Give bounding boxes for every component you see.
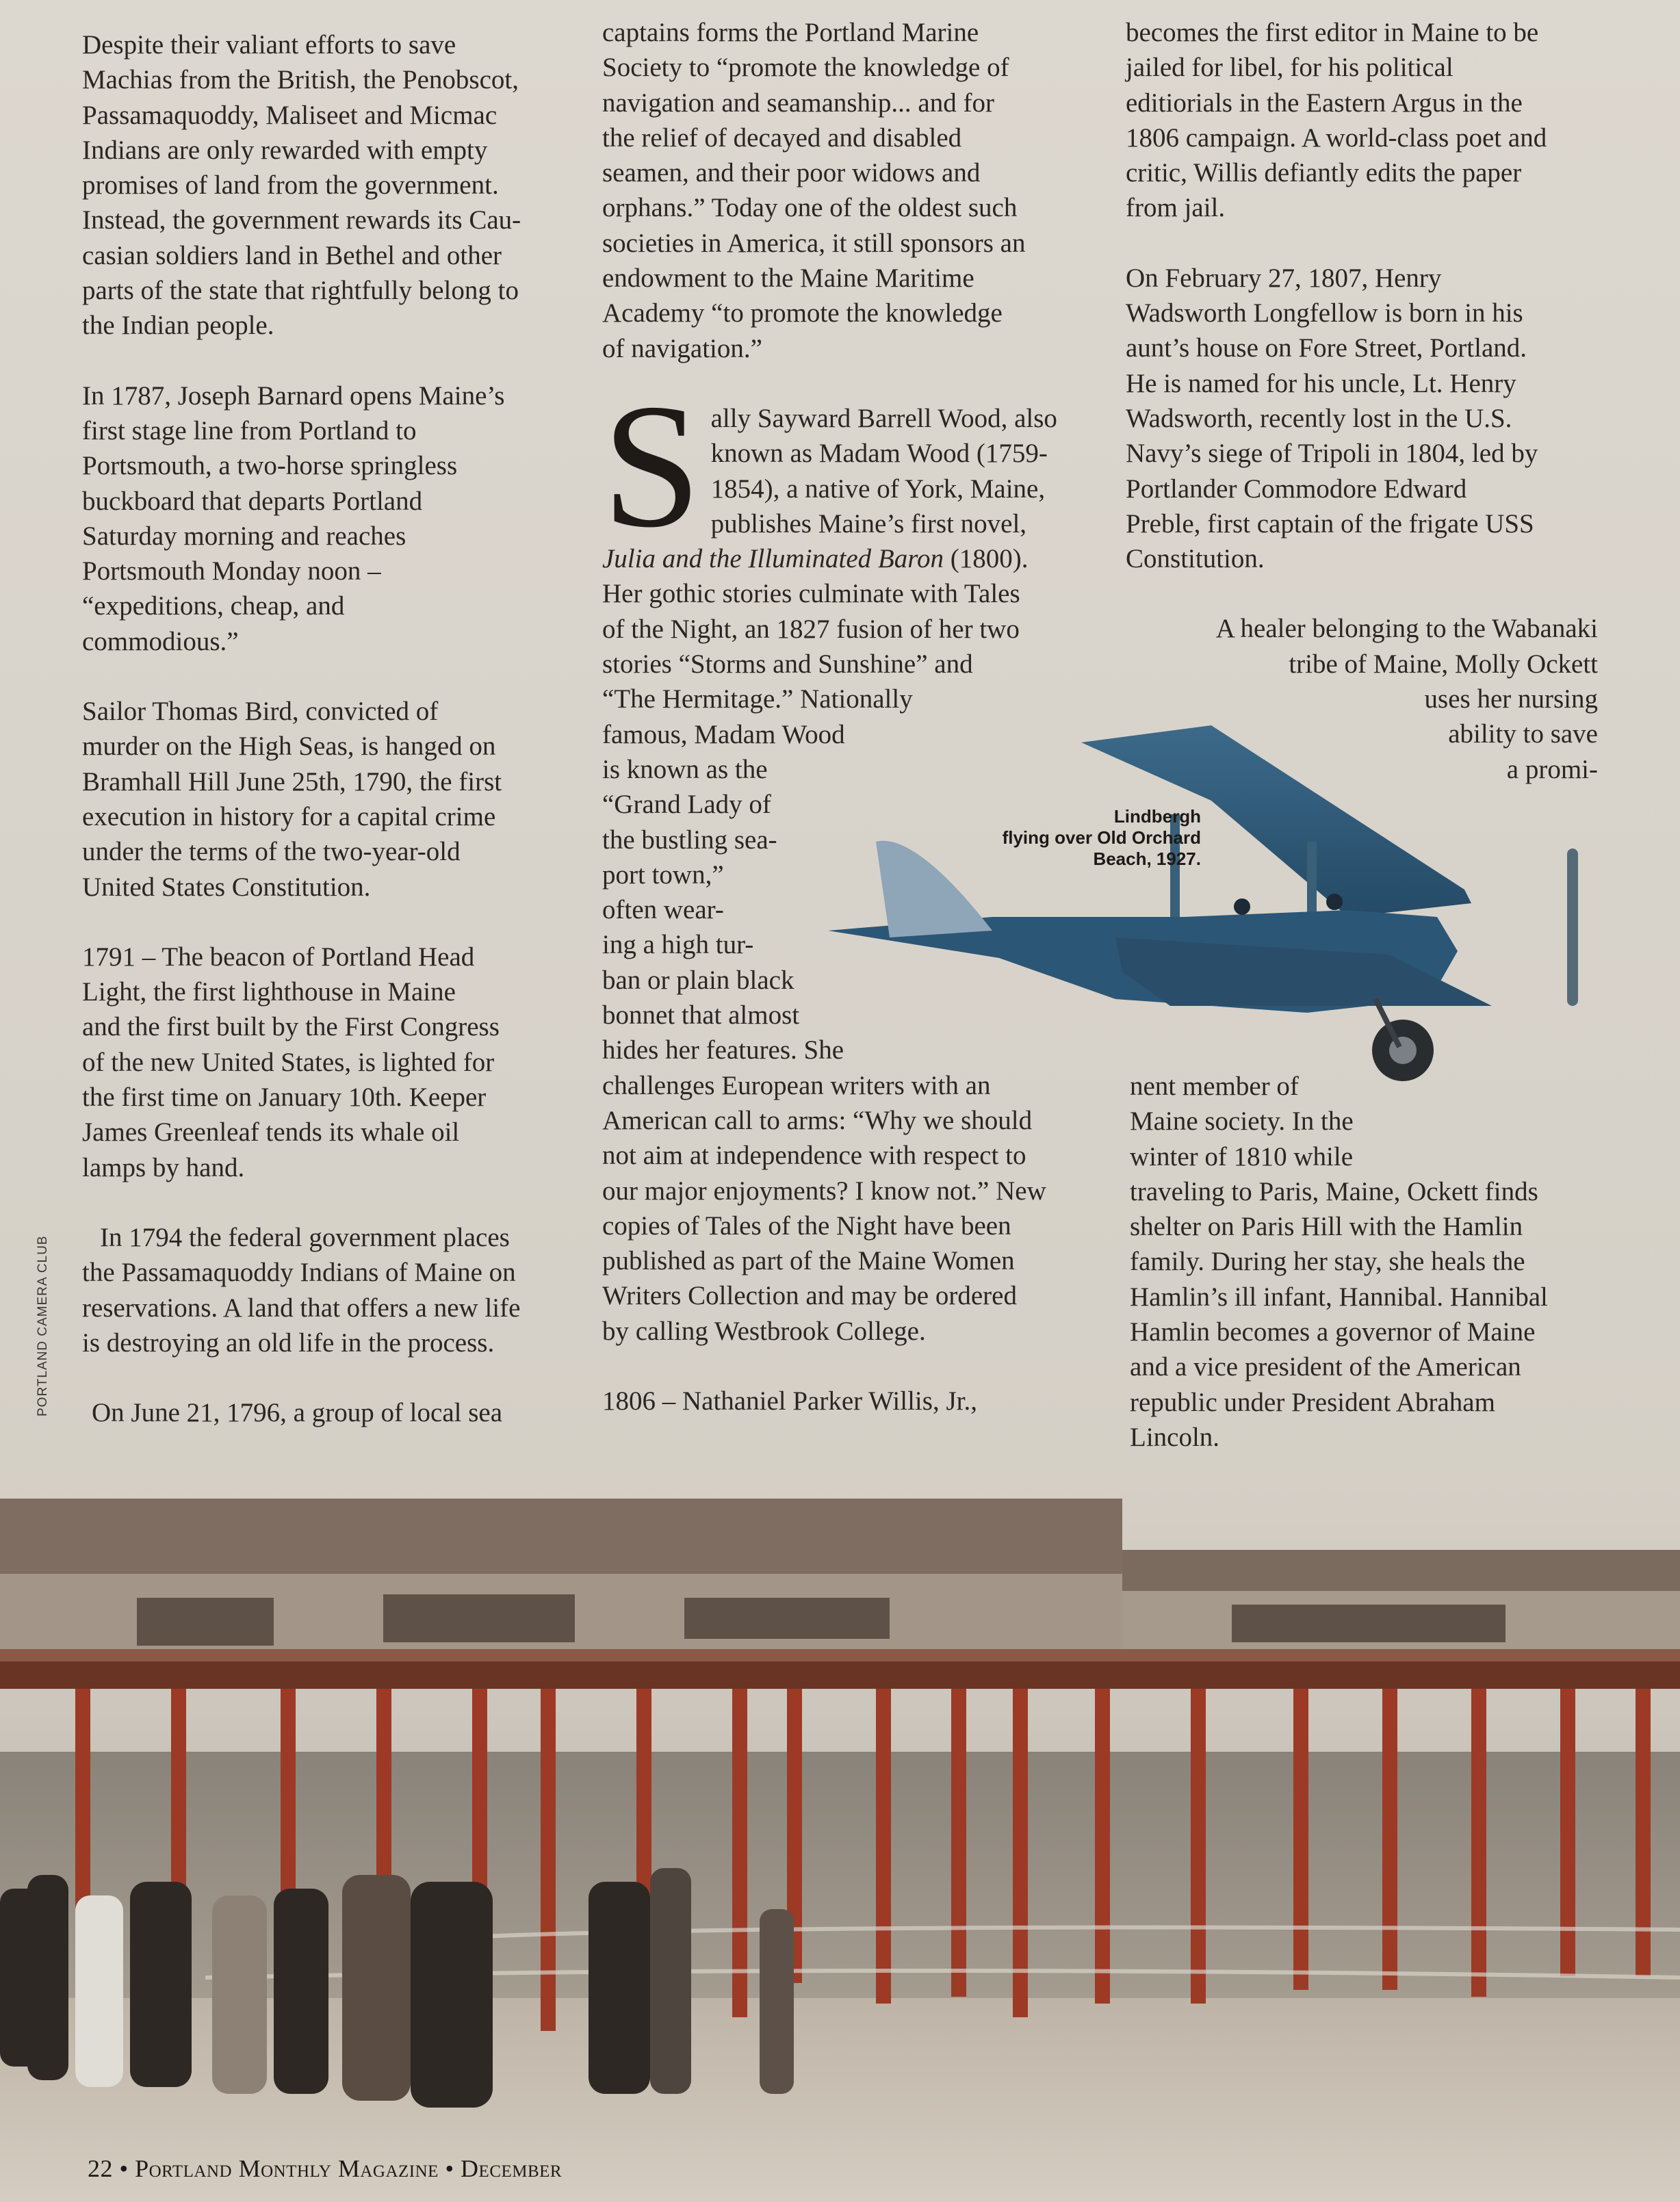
text-line: is destroying an old life in the process.	[82, 1327, 495, 1358]
cap-line: 1854), a native of York, Maine,	[710, 474, 1046, 504]
text-line: execution in history for a capital crime	[82, 801, 496, 831]
text-line: Light, the first lighthouse in Maine	[82, 977, 456, 1007]
text-line: Hamlin becomes a governor of Maine	[1130, 1317, 1536, 1347]
text-line: 1806 campaign. A world-class poet and	[1126, 122, 1547, 153]
caption-line: flying over Old Orchard	[1002, 827, 1201, 848]
caption-line: Beach, 1927.	[1093, 849, 1201, 869]
text-line: not aim at independence with respect to	[602, 1141, 1026, 1171]
text-line: republic under President Abraham	[1130, 1387, 1495, 1417]
text-line: “Grand Lady of	[602, 790, 771, 820]
text-line: of the Night, an 1827 fusion of her two	[602, 614, 1020, 644]
text-line: Academy “to promote the knowledge	[602, 298, 1003, 328]
text-line: On February 27, 1807, Henry	[1126, 263, 1442, 293]
text-line: reservations. A land that offers a new life	[82, 1293, 521, 1323]
column-1	[82, 27, 551, 1430]
col2-paragraph-3	[602, 1384, 1081, 1419]
novel-title: Julia and the Illuminated Baron	[602, 544, 944, 574]
text-line: Saturday morning and reaches	[82, 521, 406, 551]
text-line: captains forms the Portland Marine	[602, 18, 979, 47]
text-line: a promi-	[1506, 754, 1598, 784]
text-line: is known as the	[602, 754, 768, 784]
text-line: societies in America, it still sponsors an	[602, 228, 1026, 258]
text-line: Instead, the government rewards its Cau-	[82, 205, 521, 235]
text-line: uses her nursing	[1424, 684, 1598, 714]
col1-paragraph-2	[82, 378, 551, 659]
text-line: Her gothic stories culminate with Tales	[602, 579, 1020, 609]
text-line: the bustling sea-	[602, 825, 777, 855]
text-line: Bramhall Hill June 25th, 1790, the first	[82, 766, 502, 796]
text-line: and a vice president of the American	[1130, 1352, 1521, 1382]
text-line: Writers Collection and may be ordered	[602, 1281, 1017, 1311]
text-line: On June 21, 1796, a group of local sea	[92, 1398, 503, 1428]
text-line: promises of land from the government.	[82, 170, 499, 200]
text-line: Wadsworth, recently lost in the U.S.	[1126, 403, 1512, 433]
pier-photograph	[0, 1485, 1680, 2202]
cap-line: known as Madam Wood (1759-	[710, 439, 1048, 469]
text-line: the Passamaquoddy Indians of Maine on	[82, 1258, 516, 1288]
text-line: aunt’s house on Fore Street, Portland.	[1126, 333, 1527, 363]
caption-line: Lindbergh	[1113, 806, 1201, 827]
image-caption	[938, 806, 1201, 870]
text-line: becomes the first editor in Maine to be	[1126, 18, 1539, 47]
text-line: Maine society. In the	[1130, 1106, 1354, 1137]
text-line: James Greenleaf tends its whale oil	[82, 1117, 460, 1148]
text-line: the Indian people.	[82, 311, 274, 341]
col1-paragraph-1	[82, 27, 551, 344]
text-line: He is named for his uncle, Lt. Henry	[1126, 368, 1516, 398]
text-line: Indians are only rewarded with empty	[82, 135, 488, 165]
text-line: the relief of decayed and disabled	[602, 122, 962, 153]
col3-paragraph-3-bottom	[1126, 1069, 1598, 1455]
text-line: family. During her stay, she heals the	[1130, 1247, 1525, 1277]
cap-line: publishes Maine’s first novel,	[710, 508, 1027, 539]
text-line: parts of the state that rightfully belong to	[82, 276, 519, 306]
text-line: “The Hermitage.” Nationally	[602, 684, 913, 714]
text-line: Wadsworth Longfellow is born in his	[1126, 298, 1523, 328]
text-line: copies of Tales of the Night have been	[602, 1210, 1011, 1241]
text-line: In 1787, Joseph Barnard opens Maine’s	[82, 380, 505, 411]
text-line: Sailor Thomas Bird, convicted of	[82, 697, 439, 727]
text-line: ing a high tur-	[602, 930, 754, 960]
drop-cap: S	[602, 367, 701, 565]
photo-credit: PORTLAND CAMERA CLUB	[36, 1235, 50, 1416]
text-line: stories “Storms and Sunshine” and	[602, 649, 973, 679]
text-line: and the first built by the First Congress	[82, 1012, 500, 1042]
text-line: American call to arms: “Why we should	[602, 1105, 1033, 1135]
text-line: Navy’s siege of Tripoli in 1804, led by	[1126, 439, 1538, 469]
text-line: A healer belonging to the Wabanaki	[1215, 614, 1598, 644]
text-line: Lincoln.	[1130, 1422, 1220, 1452]
text-line: lamps by hand.	[82, 1152, 245, 1182]
text-line: navigation and seamanship... and for	[602, 88, 994, 118]
text-line: port town,”	[602, 859, 724, 890]
text-line: seamen, and their poor widows and	[602, 158, 981, 188]
col1-paragraph-3	[82, 694, 551, 905]
text-line: by calling Westbrook College.	[602, 1316, 926, 1346]
text-line: hides her features. She	[602, 1035, 844, 1065]
text-line: of navigation.”	[602, 333, 762, 363]
text-line: Despite their valiant efforts to save	[82, 30, 456, 60]
col2-dropcap-lines: ally Sayward Barrell Wood, also known as Madam Wood (1759- 1854), a native of York, Maine, publishes Maine’s first novel, Julia and the Illuminated Baron (1800).	[602, 403, 1057, 574]
text-line: Machias from the British, the Penobscot,	[82, 65, 519, 95]
text-line: shelter on Paris Hill with the Hamlin	[1130, 1212, 1523, 1242]
text-line: under the terms of the two-year-old	[82, 837, 461, 867]
text-line: famous, Madam Wood	[602, 719, 845, 749]
text-line: often wear-	[602, 895, 724, 925]
text-line: Portsmouth Monday noon –	[82, 556, 381, 586]
text-line: Preble, first captain of the frigate USS	[1126, 508, 1534, 539]
text-line: “expeditions, cheap, and	[82, 591, 345, 621]
text-line: editiorials in the Eastern Argus in the	[1126, 88, 1523, 118]
text-line: published as part of the Maine Women	[602, 1246, 1015, 1276]
page-footer: 22 • Portland Monthly Magazine • December	[88, 2155, 563, 2182]
text-line: jailed for libel, for his political	[1126, 53, 1453, 83]
col1-paragraph-4	[82, 940, 551, 1185]
col1-paragraph-6	[82, 1395, 551, 1430]
text-line: 1806 – Nathaniel Parker Willis, Jr.,	[602, 1386, 977, 1416]
col3-paragraph-1	[1126, 15, 1598, 226]
text-line: bonnet that almost	[602, 1000, 800, 1031]
text-line: nent member of	[1130, 1071, 1299, 1101]
text-line: from jail.	[1126, 193, 1226, 223]
text-line: endowment to the Maine Maritime	[602, 263, 974, 294]
text-line: traveling to Paris, Maine, Ockett finds	[1130, 1176, 1538, 1206]
col2-paragraph-1	[602, 15, 1081, 366]
crowd-figures	[0, 1868, 794, 2108]
text-line: buckboard that departs Portland	[82, 486, 423, 516]
text-line: Hamlin’s ill infant, Hannibal. Hannibal	[1130, 1282, 1548, 1312]
text-line: orphans.” Today one of the oldest such	[602, 193, 1018, 223]
text-line: Society to “promote the knowledge of	[602, 53, 1009, 83]
text-line: United States Constitution.	[82, 872, 371, 902]
text-line: challenges European writers with an	[602, 1070, 991, 1100]
cap-line: ally Sayward Barrell Wood, also	[710, 403, 1057, 433]
page-number: 22	[88, 2155, 113, 2182]
col1-paragraph-5	[82, 1220, 551, 1360]
text-line: of the new United States, is lighted for	[82, 1047, 495, 1077]
issue-month: December	[461, 2155, 563, 2182]
text-line: murder on the High Seas, is hanged on	[82, 731, 496, 762]
text-line: Constitution.	[1126, 544, 1265, 574]
biplane-image	[828, 712, 1608, 1109]
text-line: casian soldiers land in Bethel and other	[82, 240, 502, 270]
text-line: our major enjoyments? I know not.” New	[602, 1176, 1046, 1206]
text-line: critic, Willis defiantly edits the paper	[1126, 158, 1522, 188]
text-line: In 1794 the federal government places	[100, 1222, 510, 1252]
text-line: ability to save	[1448, 719, 1598, 749]
magazine-name: Portland Monthly Magazine	[135, 2155, 439, 2182]
text-line: the first time on January 10th. Keeper	[82, 1083, 487, 1113]
text-line: ban or plain black	[602, 965, 794, 995]
text-line: Passamaquoddy, Maliseet and Micmac	[82, 100, 497, 130]
text-line: 1791 – The beacon of Portland Head	[82, 942, 475, 972]
text-line: winter of 1810 while	[1130, 1141, 1354, 1171]
text-line: commodious.”	[82, 626, 239, 656]
text-line: first stage line from Portland to	[82, 415, 417, 445]
text-line: Portlander Commodore Edward	[1126, 474, 1467, 504]
col3-paragraph-2	[1126, 261, 1598, 577]
text-line: Portsmouth, a two-horse springless	[82, 451, 458, 481]
text-line: tribe of Maine, Molly Ockett	[1289, 649, 1598, 679]
